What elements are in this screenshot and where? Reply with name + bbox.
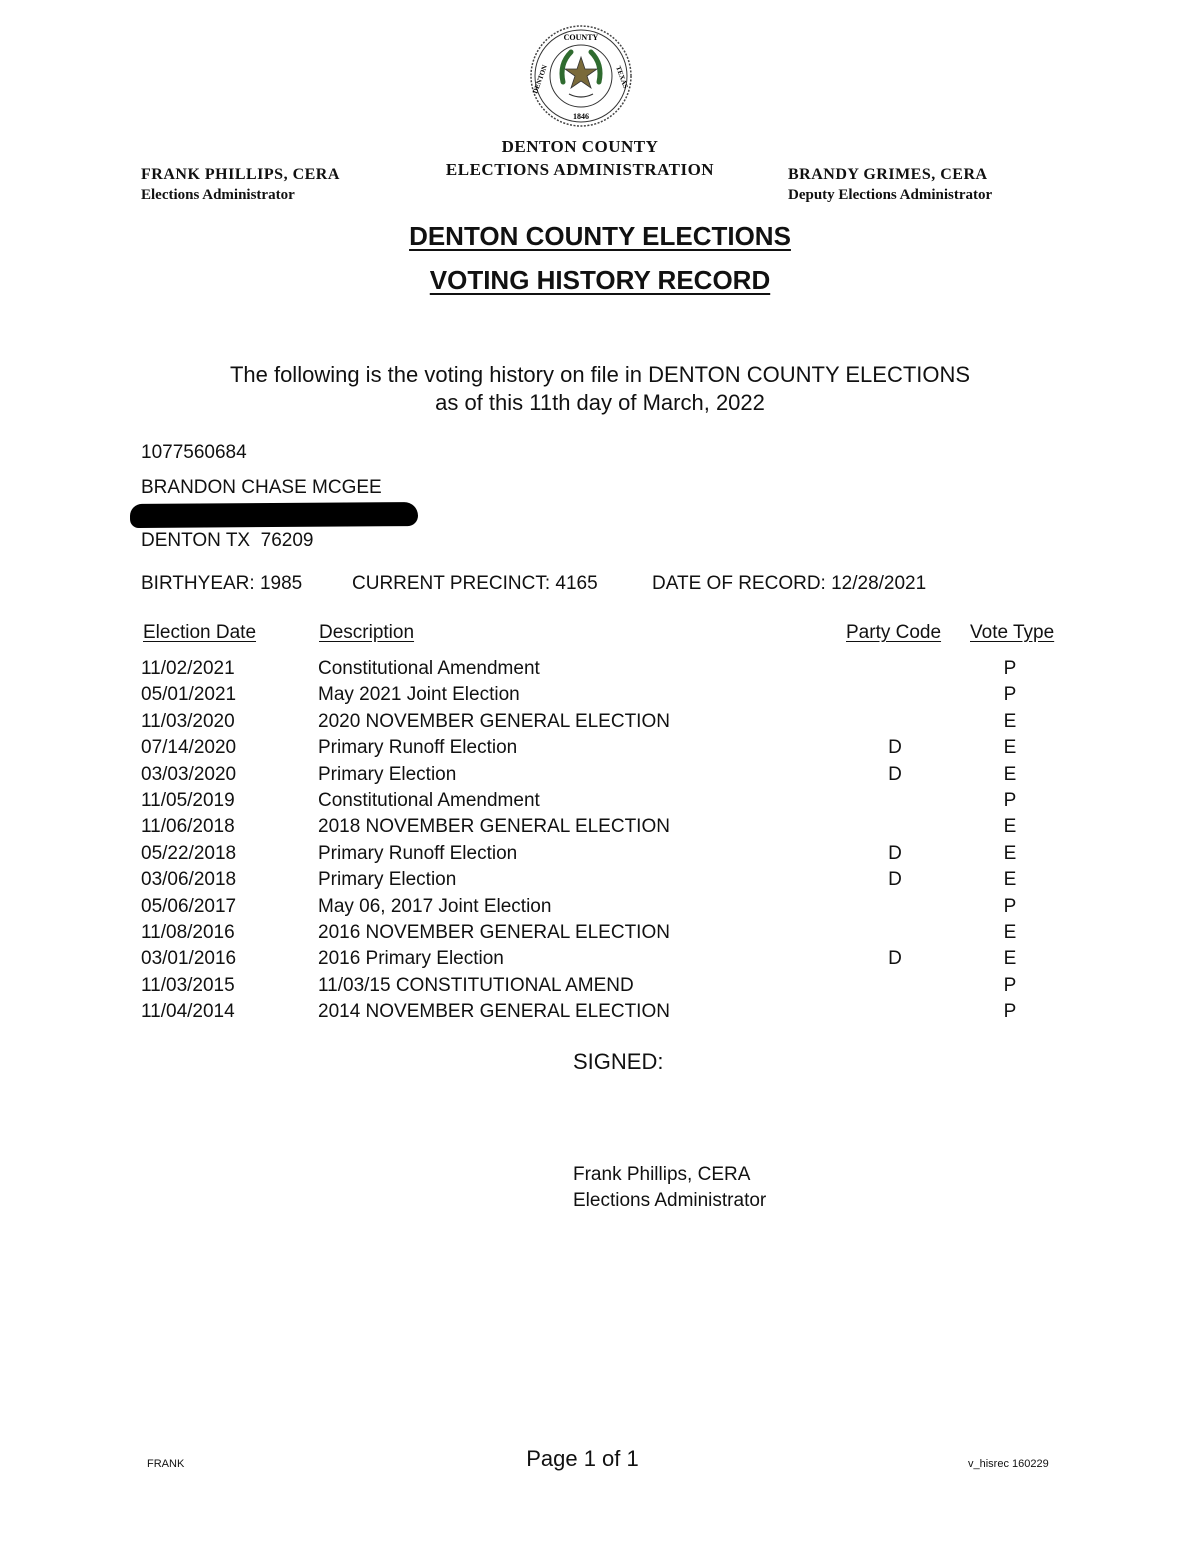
record-date: DATE OF RECORD: 12/28/2021 <box>652 573 927 594</box>
deputy-title: Deputy Elections Administrator <box>788 187 993 203</box>
cell-party-code: D <box>888 842 902 864</box>
cell-election-date: 03/03/2020 <box>141 763 237 785</box>
cell-party-code: D <box>888 763 902 785</box>
redaction-mark <box>130 502 418 528</box>
cell-description: 11/03/15 CONSTITUTIONAL AMEND <box>318 974 634 996</box>
table-row <box>0 711 1200 737</box>
table-row <box>0 869 1200 895</box>
seal-left-text: DENTON <box>531 63 549 95</box>
cell-description: May 06, 2017 Joint Election <box>318 895 552 917</box>
table-row <box>0 975 1200 1001</box>
signed-label: SIGNED: <box>573 1049 664 1074</box>
cell-description: Primary Runoff Election <box>318 737 518 759</box>
administrator-name: FRANK PHILLIPS, CERA <box>141 166 340 183</box>
cell-election-date: 07/14/2020 <box>141 737 237 759</box>
seal-right-text: TEXAS <box>614 64 630 90</box>
signer-name: Frank Phillips, CERA <box>573 1164 751 1185</box>
cell-vote-type: P <box>1003 895 1017 917</box>
cell-election-date: 11/03/2015 <box>141 974 235 996</box>
cell-election-date: 05/22/2018 <box>141 842 237 864</box>
document-subtitle: VOTING HISTORY RECORD <box>429 265 771 295</box>
org-name: DENTON COUNTY <box>501 137 659 156</box>
cell-party-code: D <box>888 869 902 891</box>
voter-birthyear: BIRTHYEAR: 1985 <box>141 573 303 594</box>
cell-description: Primary Runoff Election <box>318 842 518 864</box>
cell-description: May 2021 Joint Election <box>318 684 520 706</box>
cell-description: 2018 NOVEMBER GENERAL ELECTION <box>318 816 670 838</box>
cell-vote-type: E <box>1003 816 1017 838</box>
cell-election-date: 03/06/2018 <box>141 869 237 891</box>
cell-vote-type: E <box>1003 842 1017 864</box>
cell-description: Primary Election <box>318 763 457 785</box>
voter-id: 1077560684 <box>141 442 247 463</box>
seal-year: 1846 <box>573 112 589 121</box>
cell-election-date: 11/08/2016 <box>141 921 235 943</box>
cell-election-date: 05/01/2021 <box>141 684 237 706</box>
table-row <box>0 843 1200 869</box>
cell-description: 2020 NOVEMBER GENERAL ELECTION <box>318 710 670 732</box>
voter-city: DENTON TX 76209 <box>141 530 314 551</box>
table-row <box>0 737 1200 763</box>
table-row <box>0 684 1200 710</box>
voting-history-table <box>0 658 1200 1027</box>
footer-operator: FRANK <box>147 1458 185 1470</box>
table-row <box>0 816 1200 842</box>
deputy-name: BRANDY GRIMES, CERA <box>788 166 988 183</box>
cell-vote-type: P <box>1003 1001 1017 1023</box>
cell-vote-type: P <box>1003 974 1017 996</box>
org-subtitle: ELECTIONS ADMINISTRATION <box>445 160 715 179</box>
page-number: Page 1 of 1 <box>526 1446 639 1471</box>
cell-party-code: D <box>888 948 902 970</box>
cell-vote-type: E <box>1003 737 1017 759</box>
table-row <box>0 790 1200 816</box>
administrator-title: Elections Administrator <box>141 187 295 203</box>
voter-name: BRANDON CHASE MCGEE <box>141 477 382 498</box>
header-election-date: Election Date <box>143 622 257 643</box>
table-row <box>0 922 1200 948</box>
cell-election-date: 11/06/2018 <box>141 816 235 838</box>
cell-description: 2016 NOVEMBER GENERAL ELECTION <box>318 921 670 943</box>
cell-description: Primary Election <box>318 869 457 891</box>
voter-precinct: CURRENT PRECINCT: 4165 <box>352 573 598 594</box>
cell-election-date: 05/06/2017 <box>141 895 237 917</box>
cell-election-date: 11/02/2021 <box>141 658 235 679</box>
cell-election-date: 03/01/2016 <box>141 948 237 970</box>
cell-description: 2014 NOVEMBER GENERAL ELECTION <box>318 1001 670 1023</box>
cell-vote-type: P <box>1003 789 1017 811</box>
header-party-code: Party Code <box>846 622 942 643</box>
cell-party-code: D <box>888 737 902 759</box>
cell-description: 2016 Primary Election <box>318 948 504 970</box>
seal-top-text: COUNTY <box>563 33 599 42</box>
cell-election-date: 11/05/2019 <box>141 789 235 811</box>
intro-line-1: The following is the voting history on file in DENTON COUNTY ELECTIONS <box>229 362 971 387</box>
cell-election-date: 11/04/2014 <box>141 1001 235 1023</box>
header-vote-type: Vote Type <box>970 622 1055 643</box>
intro-line-2: as of this 11th day of March, 2022 <box>435 390 765 415</box>
form-version: v_hisrec 160229 <box>968 1458 1049 1470</box>
cell-description: Constitutional Amendment <box>318 789 540 811</box>
table-row <box>0 1001 1200 1027</box>
table-row <box>0 658 1200 684</box>
document-title: DENTON COUNTY ELECTIONS <box>409 221 791 251</box>
cell-vote-type: E <box>1003 948 1017 970</box>
table-row <box>0 896 1200 922</box>
cell-vote-type: P <box>1003 658 1017 679</box>
header-description: Description <box>319 622 415 643</box>
signer-title: Elections Administrator <box>573 1190 767 1211</box>
county-seal-icon <box>529 24 633 128</box>
table-row <box>0 764 1200 790</box>
cell-vote-type: E <box>1003 869 1017 891</box>
cell-vote-type: E <box>1003 921 1017 943</box>
cell-vote-type: E <box>1003 763 1017 785</box>
cell-vote-type: E <box>1003 710 1017 732</box>
table-row <box>0 948 1200 974</box>
cell-election-date: 11/03/2020 <box>141 710 235 732</box>
cell-description: Constitutional Amendment <box>318 658 540 679</box>
cell-vote-type: P <box>1003 684 1017 706</box>
